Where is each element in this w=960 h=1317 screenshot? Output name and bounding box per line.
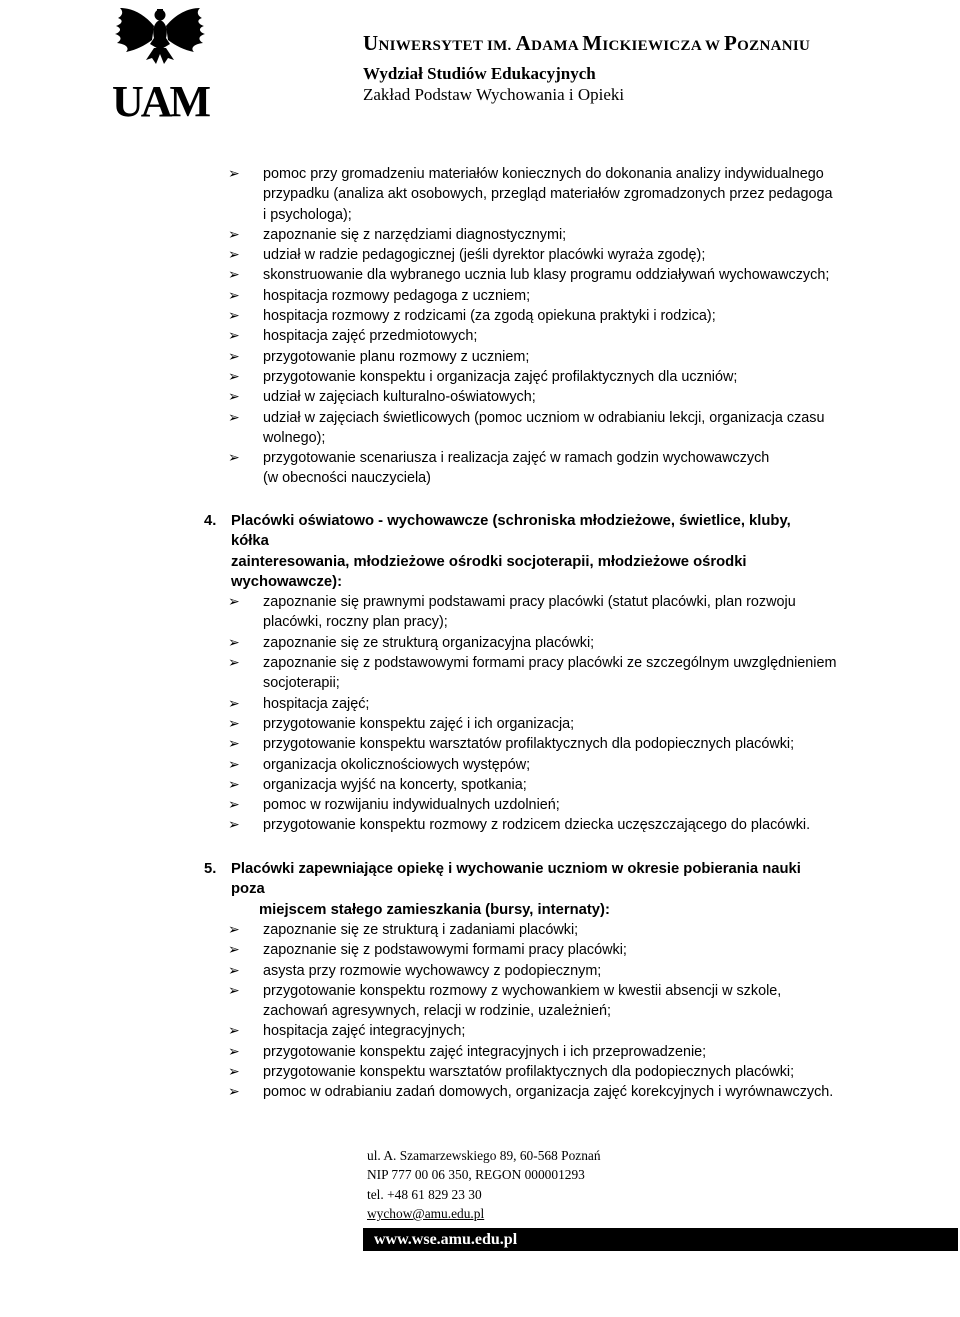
arrow-bullet-icon: ➢ (228, 982, 240, 999)
university-name (363, 31, 810, 56)
university-name-part: UNIWERSYTET IM. (363, 31, 516, 55)
arrow-bullet-icon: ➢ (228, 328, 240, 345)
arrow-bullet-icon: ➢ (228, 348, 240, 365)
arrow-bullet-icon: ➢ (228, 308, 240, 325)
arrow-bullet-icon: ➢ (228, 962, 240, 979)
list-item: ➢ hospitacja rozmowy z rodzicami (za zgodą opiekuna praktyki i rodzica); (0, 306, 848, 326)
section-5-list (0, 920, 960, 1103)
logo-lettering: UAM (111, 77, 209, 120)
list-item: ➢ udział w radzie pedagogicznej (jeśli dyrektor placówki wyraża zgodę); (0, 245, 848, 265)
section-number: 4. (204, 513, 217, 529)
footer-phone: tel. +48 61 829 23 30 (367, 1186, 482, 1202)
list-item: ➢ zapoznanie się prawnymi podstawami pracy placówki (statut placówki, plan rozwoju placówki, roczny plan pracy); (228, 594, 796, 631)
arrow-bullet-icon: ➢ (228, 1084, 240, 1101)
list-item: ➢ zapoznanie się z podstawowymi formami pracy placówki ze szczególnym uwzględnieniem socjoterapii; (228, 655, 837, 692)
list-item: ➢ przygotowanie scenariusza i realizacja zajęć w ramach godzin wychowawczych (w obecności nauczyciela) (228, 450, 770, 487)
arrow-bullet-icon: ➢ (228, 922, 240, 938)
arrow-bullet-icon: ➢ (228, 368, 240, 385)
list-item: ➢ przygotowanie konspektu rozmowy z wychowankiem w kwestii absencji w szkole, zachowań agresywnych, relacji w rodzinie, uzależnień; (228, 982, 782, 1020)
university-name-part: MICKIEWICZA W (582, 31, 725, 55)
list-item: ➢ przygotowanie konspektu zajęć i ich organizacja; (0, 714, 848, 734)
section-5 (0, 859, 960, 920)
section-heading: 4. Placówki oświatowo - wychowawcze (schroniska młodzieżowe, świetlice, kluby, kółka zainteresowania, młodzieżowe ośrodki socjoterapii, młodzieżowe ośrodki wychowawcze): (204, 513, 791, 590)
list-item: ➢ przygotowanie konspektu rozmowy z rodzicem dziecka uczęszczającego do placówki. (0, 815, 848, 835)
arrow-bullet-icon: ➢ (228, 1023, 240, 1040)
arrow-bullet-icon: ➢ (228, 695, 240, 712)
footer-email-link[interactable]: wychow@amu.edu.pl (367, 1205, 485, 1221)
list-item: ➢ hospitacja zajęć integracyjnych; (0, 1021, 848, 1041)
footer-tax-ids: NIP 777 00 06 350, REGON 000001293 (367, 1167, 585, 1183)
arrow-bullet-icon: ➢ (228, 287, 240, 304)
arrow-bullet-icon: ➢ (228, 736, 240, 753)
list-item: ➢ hospitacja rozmowy pedagoga z uczniem; (0, 286, 848, 306)
arrow-bullet-icon: ➢ (228, 1043, 240, 1060)
list-item: ➢ skonstruowanie dla wybranego ucznia lub klasy programu oddziaływań wychowawczych; (0, 265, 848, 285)
arrow-bullet-icon: ➢ (228, 389, 240, 406)
arrow-bullet-icon: ➢ (228, 166, 240, 182)
arrow-bullet-icon: ➢ (228, 942, 240, 959)
list-item: ➢ przygotowanie planu rozmowy z uczniem; (0, 347, 848, 367)
arrow-bullet-icon: ➢ (228, 226, 240, 243)
university-name-part: ADAMA (515, 31, 583, 55)
list-item: ➢ udział w zajęciach kulturalno-oświatowych; (0, 387, 848, 407)
list-item: ➢ udział w zajęciach świetlicowych (pomoc uczniom w odrabianiu lekcji, organizacja czasu wolnego); (228, 409, 825, 446)
arrow-bullet-icon: ➢ (228, 797, 240, 814)
arrow-bullet-icon: ➢ (228, 267, 240, 284)
arrow-bullet-icon: ➢ (228, 715, 240, 732)
faculty-name: Wydział Studiów Edukacyjnych (363, 64, 596, 83)
arrow-bullet-icon: ➢ (228, 247, 240, 264)
list-item: ➢ przygotowanie konspektu warsztatów profilaktycznych dla podopiecznych placówki; (0, 1062, 848, 1082)
university-name-part: POZNANIU (724, 31, 811, 55)
department-name: Zakład Podstaw Wychowania i Opieki (363, 85, 625, 104)
arrow-bullet-icon: ➢ (228, 817, 240, 834)
arrow-bullet-icon: ➢ (228, 450, 240, 467)
footer-address: ul. A. Szamarzewskiego 89, 60-568 Poznań (367, 1148, 601, 1163)
list-item: ➢ zapoznanie się ze strukturą organizacyjna placówki; (0, 633, 848, 653)
list-item: ➢ organizacja okolicznościowych występów; (0, 755, 848, 775)
list-item: ➢ pomoc przy gromadzeniu materiałów koniecznych do dokonania analizy indywidualnego przypadku (analiza akt osobowych, przegląd materiałów zgromadzonych przez pedagoga i psychologa); (228, 166, 833, 223)
list-item: ➢ hospitacja zajęć przedmiotowych; (0, 326, 848, 346)
arrow-bullet-icon: ➢ (228, 655, 240, 672)
list-item: ➢ zapoznanie się z podstawowymi formami pracy placówki; (0, 940, 848, 960)
list-item: ➢ przygotowanie konspektu warsztatów profilaktycznych dla podopiecznych placówki; (0, 734, 848, 754)
arrow-bullet-icon: ➢ (228, 756, 240, 773)
footer-contact (367, 1146, 601, 1223)
section-number: 5. (204, 861, 217, 877)
list-item: ➢ pomoc w rozwijaniu indywidualnych uzdolnień; (0, 795, 848, 815)
list-item: ➢ asysta przy rozmowie wychowawcy z podopiecznym; (0, 961, 848, 981)
list-item: ➢ przygotowanie konspektu i organizacja zajęć profilaktycznych dla uczniów; (0, 367, 848, 387)
arrow-bullet-icon: ➢ (228, 1064, 240, 1081)
section-4 (0, 511, 960, 836)
arrow-bullet-icon: ➢ (228, 776, 240, 793)
uam-eagle-logo (110, 4, 210, 120)
list-item: ➢ przygotowanie konspektu zajęć integracyjnych i ich przeprowadzenie; (0, 1042, 848, 1062)
list-item: ➢ zapoznanie się z narzędziami diagnostycznymi; (0, 225, 848, 245)
arrow-bullet-icon: ➢ (228, 409, 240, 426)
section-heading: 5. Placówki zapewniające opiekę i wychowanie uczniom w okresie pobierania nauki poza miejscem stałego zamieszkania (bursy, internaty): (204, 861, 801, 918)
arrow-bullet-icon: ➢ (228, 634, 240, 651)
list-item: ➢ pomoc w odrabianiu zadań domowych, organizacja zajęć korekcyjnych i wyrównawczych. (0, 1082, 848, 1102)
list-item: ➢ organizacja wyjść na koncerty, spotkania; (0, 775, 848, 795)
website-banner[interactable]: www.wse.amu.edu.pl (363, 1228, 958, 1251)
practice-tasks-list (0, 164, 960, 489)
list-item: ➢ zapoznanie się ze strukturą i zadaniami placówki; (0, 920, 848, 940)
list-item: ➢ hospitacja zajęć; (0, 694, 848, 714)
arrow-bullet-icon: ➢ (228, 594, 240, 611)
